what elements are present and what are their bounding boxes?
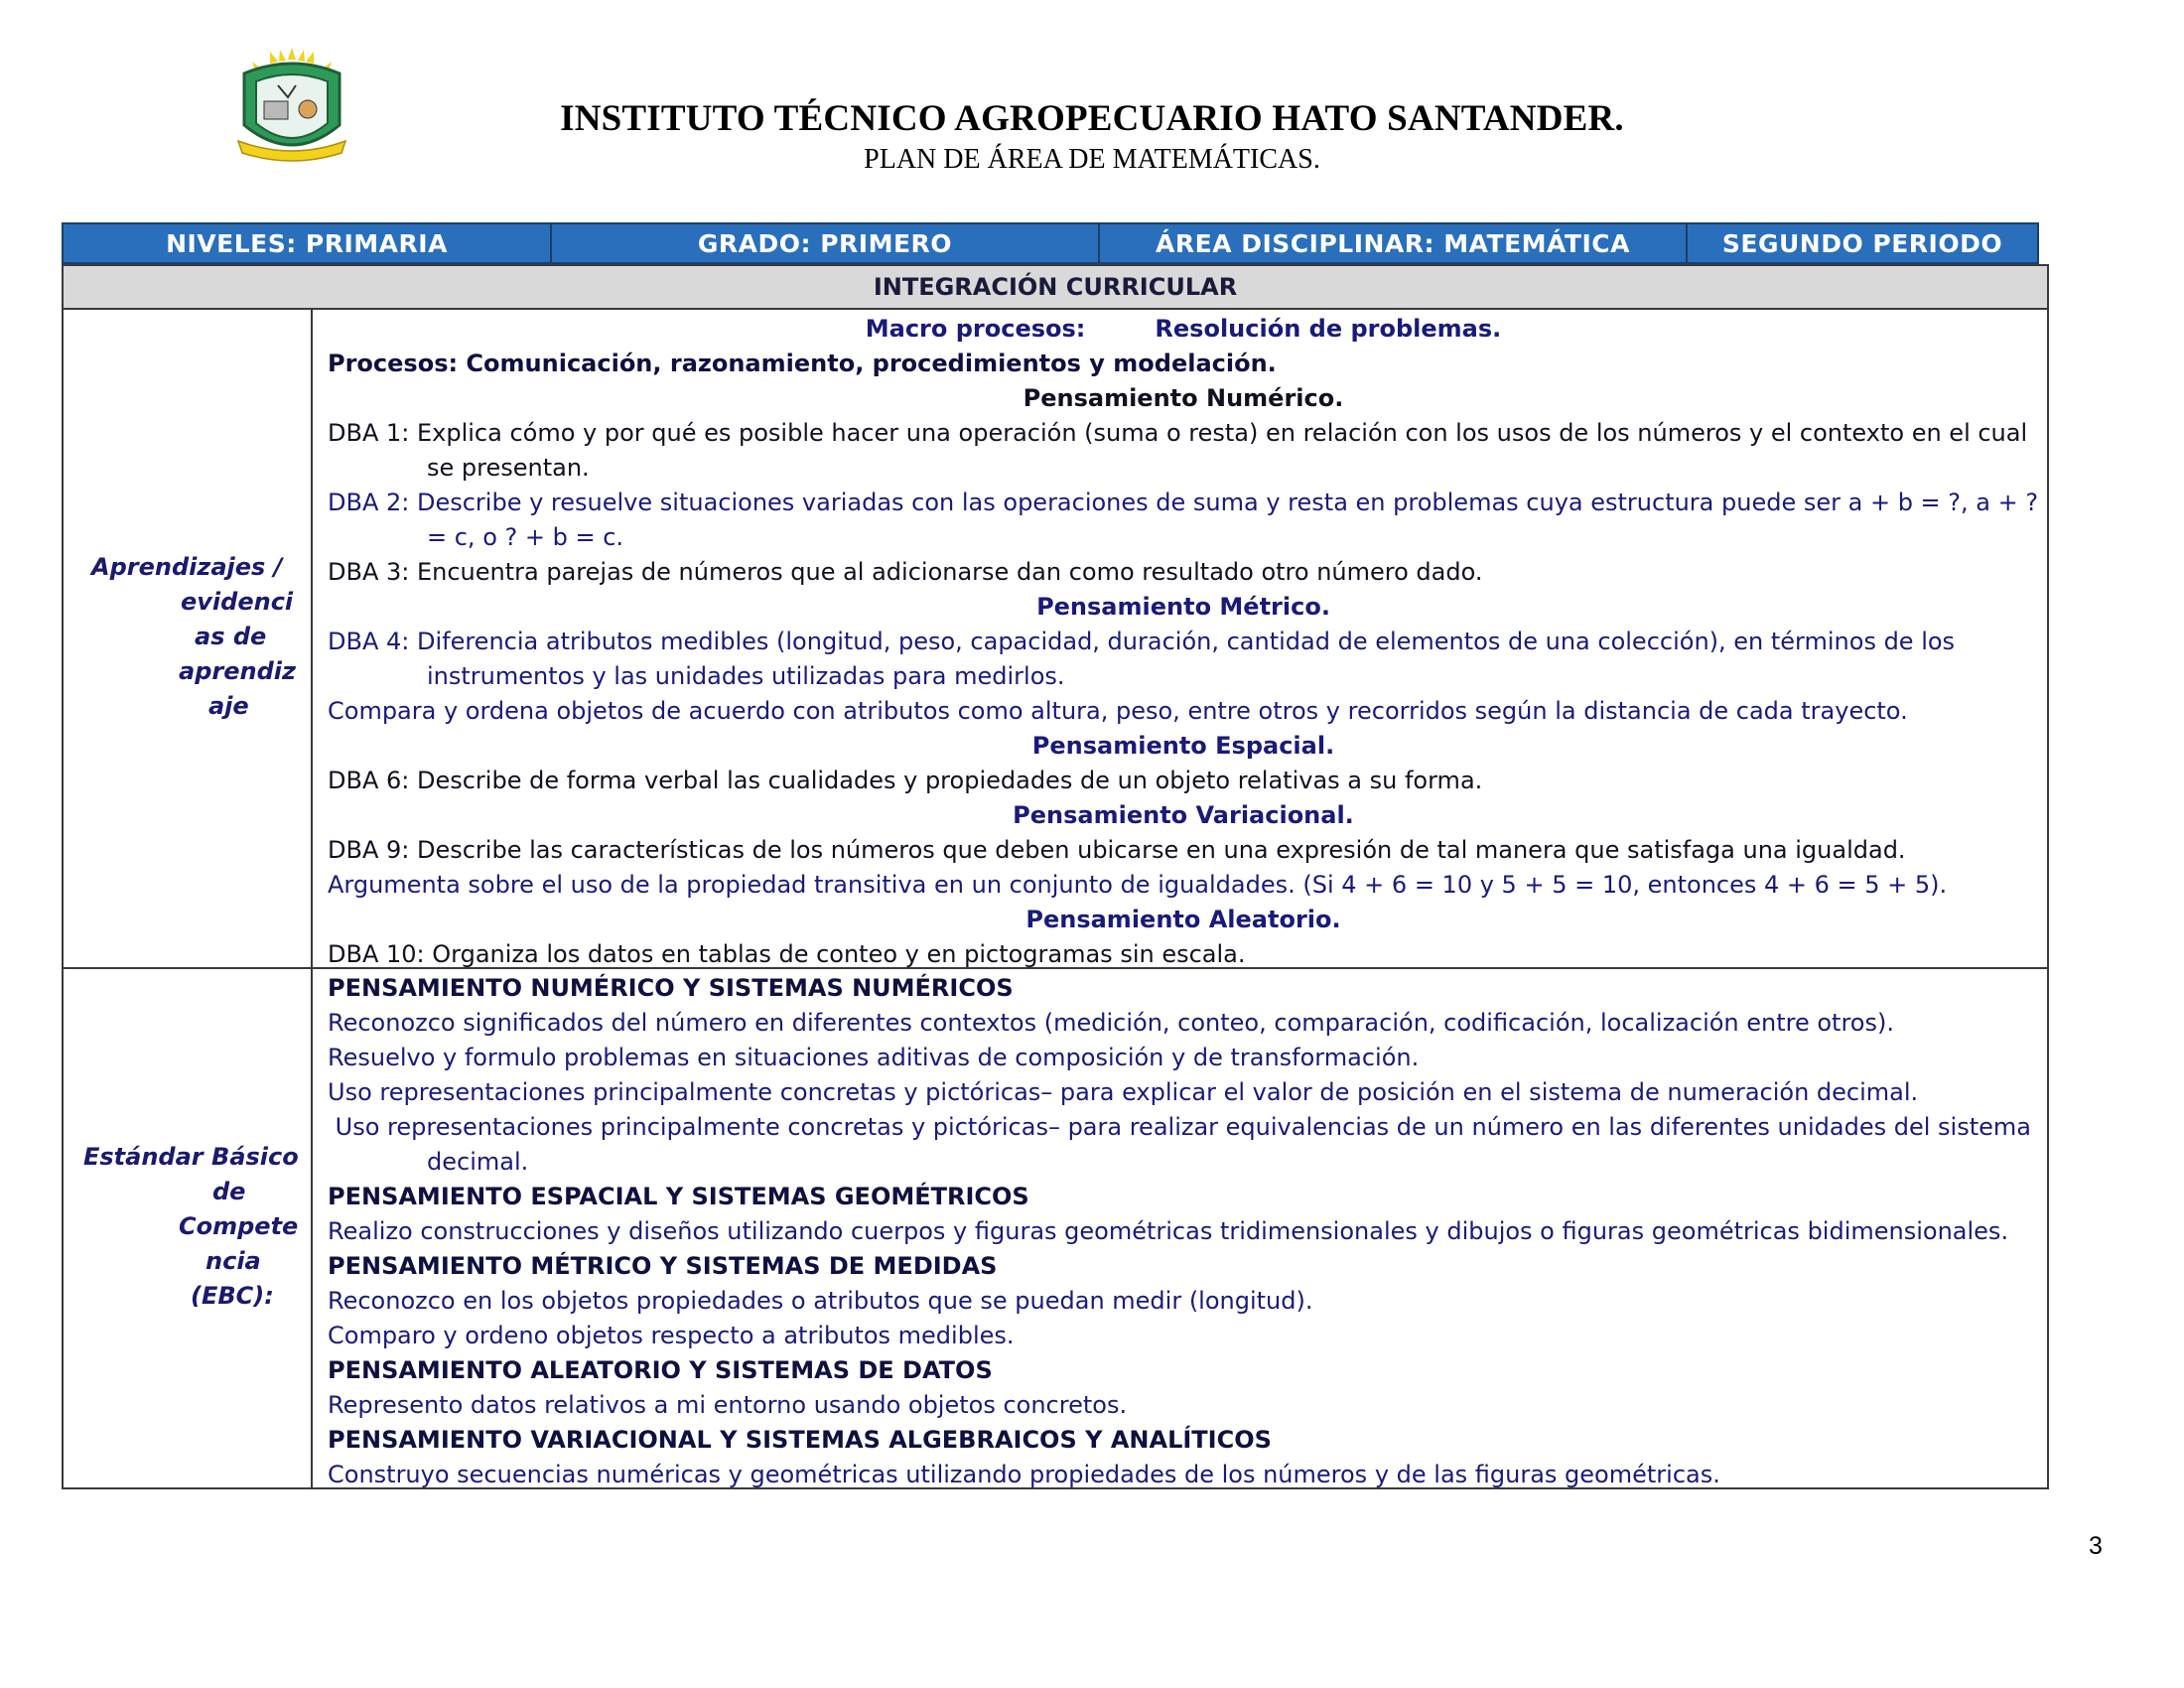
estandar-content (328, 971, 2039, 1492)
dba-9: DBA 9: Describe las características de los números que deben ubicarse en una expresión de tal manera que satisfaga una igualdad. (328, 836, 1906, 864)
pensamiento-metrico-heading: Pensamiento Métrico. (1036, 593, 1330, 621)
header-band (62, 222, 2039, 264)
dba-10: DBA 10: Organiza los datos en tablas de conteo y en pictogramas sin escala. (328, 940, 1246, 968)
estandar-label-line: Estándar Básico (83, 1143, 299, 1171)
aprendizajes-label-line: as de (195, 623, 267, 650)
compara-line: Compara y ordena objetos de acuerdo con atributos como altura, peso, entre otros y recorridos según la distancia de cada trayecto. (328, 697, 1908, 725)
curriculum-table (62, 264, 2049, 1489)
pensamiento-variacional-heading: Pensamiento Variacional. (1013, 801, 1354, 829)
macro-value: Resolución de problemas. (1155, 315, 1502, 343)
pensamiento-aleatorio-heading: Pensamiento Aleatorio. (1025, 906, 1341, 933)
periodo-cell: SEGUNDO PERIODO (1721, 228, 2003, 258)
macro-procesos (328, 312, 2039, 347)
aprendizajes-label-line: evidenci (181, 588, 294, 616)
niveles-cell: NIVELES: PRIMARIA (64, 224, 552, 262)
dba-2: DBA 2: Describe y resuelve situaciones variadas con las operaciones de suma y resta en problemas cuya estructura puede ser a + b = ?, a + ? = c, o ? + b = c. (328, 489, 2039, 551)
estandar-line: Construyo secuencias numéricas y geométricas utilizando propiedades de los números y de las figuras geométricas. (328, 1461, 1720, 1488)
estandar-label-line: Compete (179, 1212, 299, 1240)
estandar-label (64, 1140, 311, 1314)
heading-numerico: PENSAMIENTO NUMÉRICO Y SISTEMAS NUMÉRICOS (328, 974, 1014, 1002)
heading-aleatorio: PENSAMIENTO ALEATORIO Y SISTEMAS DE DATOS (328, 1356, 993, 1384)
estandar-label-line: (EBC): (191, 1282, 274, 1310)
heading-espacial: PENSAMIENTO ESPACIAL Y SISTEMAS GEOMÉTRICOS (328, 1183, 1029, 1210)
estandar-line: Realizo construcciones y diseños utilizando cuerpos y figuras geométricas tridimensionales y dibujos o figuras geométricas bidimensionales. (328, 1217, 2009, 1245)
procesos: Procesos: Comunicación, razonamiento, procedimientos y modelación. (328, 350, 1277, 377)
estandar-line: Resuelvo y formulo problemas en situaciones aditivas de composición y de transformación. (328, 1044, 1420, 1071)
estandar-line: Comparo y ordeno objetos respecto a atributos medibles. (328, 1322, 1015, 1349)
estandar-line: Reconozco significados del número en diferentes contextos (medición, conteo, comparación, codificación, localización entre otros). (328, 1009, 1894, 1037)
estandar-label-line: de (212, 1178, 246, 1205)
estandar-line: Uso representaciones principalmente concretas y pictóricas– para realizar equivalencias de un número en las diferentes unidades del sistema decimal. (328, 1113, 2039, 1176)
pensamiento-espacial-heading: Pensamiento Espacial. (1031, 732, 1335, 760)
estandar-label-line: ncia (205, 1247, 261, 1275)
grado-cell: GRADO: PRIMERO (552, 224, 1100, 262)
estandar-line: Represento datos relativos a mi entorno usando objetos concretos. (328, 1391, 1128, 1419)
dba-6: DBA 6: Describe de forma verbal las cualidades y propiedades de un objeto relativas a su forma. (328, 767, 1483, 794)
aprendizajes-label-line: aje (208, 692, 249, 720)
plan-title: PLAN DE ÁREA DE MATEMÁTICAS. (864, 144, 1320, 175)
heading-variacional: PENSAMIENTO VARIACIONAL Y SISTEMAS ALGEBRAICOS Y ANALÍTICOS (328, 1426, 1272, 1454)
aprendizajes-label (64, 550, 311, 724)
pensamiento-numerico-heading: Pensamiento Numérico. (1023, 384, 1344, 412)
estandar-line: Uso representaciones principalmente concretas y pictóricas– para explicar el valor de posición en el sistema de numeración decimal. (328, 1078, 1919, 1106)
estandar-line: Reconozco en los objetos propiedades o atributos que se puedan medir (longitud). (328, 1287, 1313, 1315)
dba-1: DBA 1: Explica cómo y por qué es posible hacer una operación (suma o resta) en relación con los usos de los números y el contexto en el cual se presentan. (328, 419, 2028, 482)
dba-3: DBA 3: Encuentra parejas de números que al adicionarse dan como resultado otro número dado. (328, 558, 1483, 586)
heading-metrico: PENSAMIENTO MÉTRICO Y SISTEMAS DE MEDIDAS (328, 1252, 998, 1280)
aprendizajes-content (328, 312, 2039, 972)
area-cell: ÁREA DISCIPLINAR: MATEMÁTICA (1100, 224, 1688, 262)
macro-label: Macro procesos: (865, 315, 1086, 343)
integracion-header: INTEGRACIÓN CURRICULAR (64, 266, 2047, 310)
argumenta-line: Argumenta sobre el uso de la propiedad transitiva en un conjunto de igualdades. (Si 4 + 6 = 10 y 5 + 5 = 10, entonces 4 + 6 = 5 + 5). (328, 871, 1948, 899)
column-divider (311, 310, 313, 1489)
institution-title: INSTITUTO TÉCNICO AGROPECUARIO HATO SANTANDER. (560, 98, 1624, 139)
aprendizajes-label-line: Aprendizajes / (91, 553, 283, 581)
dba-4: DBA 4: Diferencia atributos medibles (longitud, peso, capacidad, duración, cantidad de elementos de una colección), en términos de los instrumentos y las unidades utilizadas para medirlos. (328, 628, 1956, 690)
page-number: 3 (2089, 1532, 2103, 1560)
aprendizajes-label-line: aprendiz (179, 657, 296, 685)
